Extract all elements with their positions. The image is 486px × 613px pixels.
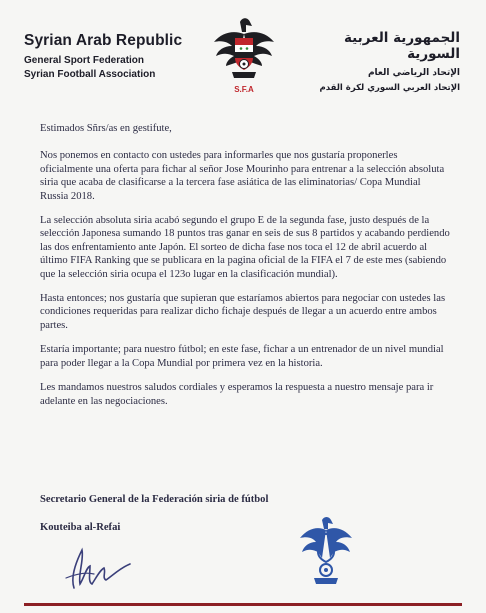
paragraph-4: Estaría importante; para nuestro fútbol; en este fase, fichar a un entrenador de un nivel mundial para poder llegar a la Copa Mundial por primera vez en la historia. (40, 344, 444, 369)
paragraph-5: Les mandamos nuestros saludos cordiales y esperamos la respuesta a nuestro mensaje para ir adelante en las negociaciones. (40, 382, 434, 407)
signature-block (40, 494, 268, 533)
emblem-text: S.F.A (234, 85, 254, 94)
letter-body (40, 122, 450, 419)
federation-name-arabic: الإتحاد الرياضي العام (367, 68, 460, 78)
federation-name: General Sport Federation (24, 55, 145, 66)
country-name-arabic: الجمهورية العربية السورية (343, 30, 460, 62)
association-name-arabic: الإتحاد العربي السوري لكرة القدم (319, 83, 460, 93)
eagle-emblem-icon (208, 12, 280, 100)
signer-title: Secretario General de la Federación siria de fútbol (40, 494, 269, 505)
paragraph-3: Hasta entonces; nos gustaría que supieran que estaríamos abiertos para negociar con ustedes las condiciones requeridas para realizar dicho fichaje después de llegar a un acuerdo entre ambos partes. (40, 293, 446, 331)
header-arabic (290, 30, 460, 93)
header-english (24, 32, 224, 80)
eagle-stamp-icon (296, 514, 356, 586)
paragraph-2: La selección absoluta siria acabó segundo el grupo E de la segunda fase, justo después de la selección Japonesa sumando 18 puntos tras ganar en seis de sus 8 partidos y acabando perdiendo las dos enfrentamiento ante Japón. El sorteo de dicha fase nos toca el 12 de abril acuerdo al último FIFA Ranking que se publicara en la pagina oficial de la FIFA el 7 de este mes (sabiendo que la selección siria ocupa el 123o lugar en la clasificación mundial). (40, 215, 450, 280)
country-name: Syrian Arab Republic (24, 32, 183, 49)
footer-rule (24, 603, 462, 606)
handwritten-signature (60, 538, 140, 594)
greeting: Estimados Sñrs/as en gestifute, (40, 123, 172, 134)
paragraph-1: Nos ponemos en contacto con ustedes para informarles que nos gustaría proponerles oficialmente una oferta para fichar al señor Jose Mourinho para entrenar a la selección absoluta siria que acaba de clasificarse a la tercera fase asiática de las eliminatorias/ Copa Mundial Russia 2018. (40, 150, 445, 202)
association-name: Syrian Football Association (24, 69, 156, 80)
signer-name: Kouteiba al-Refai (40, 522, 121, 533)
